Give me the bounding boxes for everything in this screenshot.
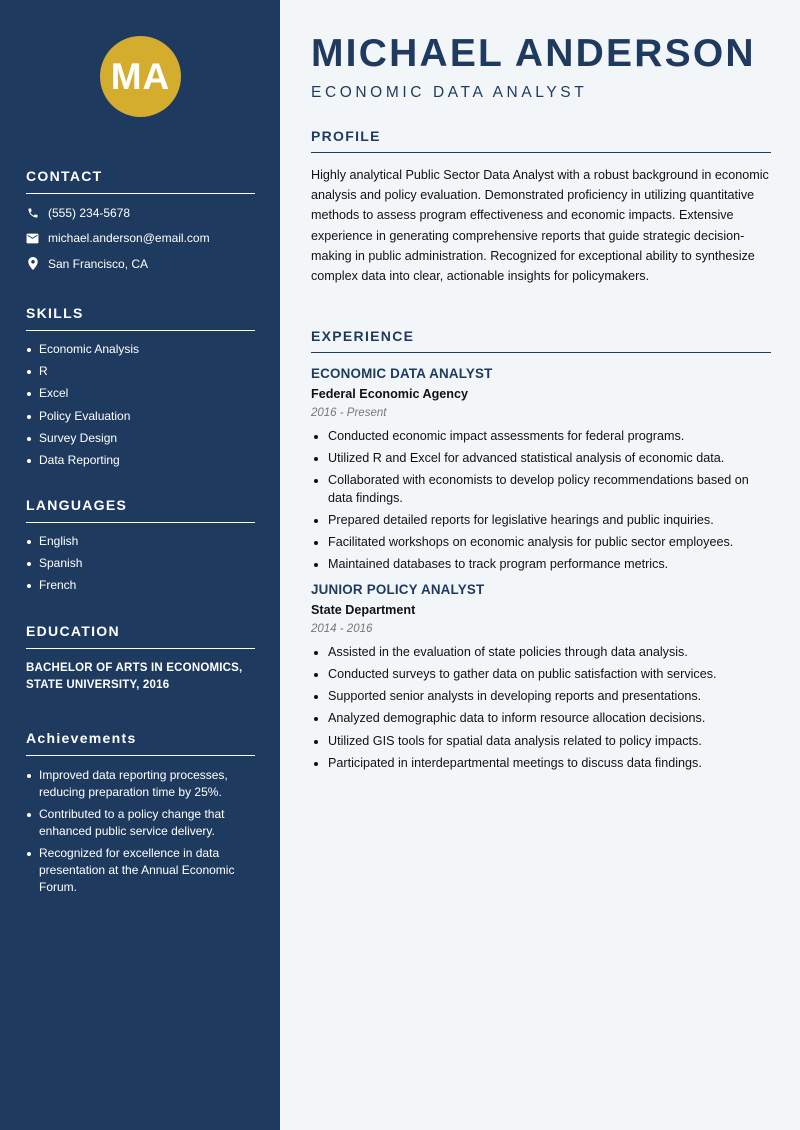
- profile-text: Highly analytical Public Sector Data Analyst with a robust background in economic analysis and policy evaluation. Demonstrated proficiency in utilizing quantitative methods to assess program effectiveness and economic impacts. Extensive experience in generating comprehensive reports that guide strategic decision-making in public administration. Recognized for exceptional ability to synthesize complex data into clear, actionable insights for policymakers.: [311, 168, 769, 284]
- skill-item: Excel: [26, 386, 255, 401]
- skill-item: R: [26, 364, 255, 379]
- mail-icon: [26, 232, 39, 245]
- phone-icon: [26, 206, 39, 219]
- avatar: [100, 36, 181, 117]
- job-bullets: [311, 644, 771, 772]
- job-bullet: Conducted economic impact assessments for federal programs.: [311, 428, 771, 445]
- job-bullet: Supported senior analysts in developing reports and presentations.: [311, 688, 771, 705]
- job-dates: 2016 - Present: [311, 407, 387, 419]
- job-entry: [311, 582, 771, 772]
- profile-heading: PROFILE: [311, 128, 771, 153]
- candidate-name: MICHAEL ANDERSON: [311, 32, 756, 75]
- language-item: English: [26, 534, 255, 549]
- contact-heading: CONTACT: [26, 168, 255, 194]
- job-bullet: Facilitated workshops on economic analysis for public sector employees.: [311, 534, 771, 551]
- skill-item: Policy Evaluation: [26, 409, 255, 424]
- skills-section: [26, 305, 255, 475]
- skills-heading: SKILLS: [26, 305, 255, 331]
- job-title: JUNIOR POLICY ANALYST: [311, 581, 485, 597]
- job-bullet: Collaborated with economists to develop policy recommendations based on data findings.: [311, 472, 771, 507]
- experience-heading: EXPERIENCE: [311, 328, 771, 353]
- job-bullet: Prepared detailed reports for legislative hearings and public inquiries.: [311, 512, 771, 529]
- company-name: State Department: [311, 602, 416, 617]
- skills-list: [26, 342, 255, 468]
- skill-item: Economic Analysis: [26, 342, 255, 357]
- experience-section: [311, 328, 771, 777]
- contact-phone[interactable]: [26, 200, 255, 226]
- job-bullet: Maintained databases to track program performance metrics.: [311, 556, 771, 573]
- contact-location: [26, 251, 255, 277]
- contact-email[interactable]: [26, 226, 255, 252]
- contact-section: [26, 168, 255, 277]
- phone-text: (555) 234-5678: [48, 205, 131, 220]
- job-bullet: Analyzed demographic data to inform resource allocation decisions.: [311, 710, 771, 727]
- location-text: San Francisco, CA: [48, 256, 149, 271]
- education-section: [26, 623, 255, 694]
- job-bullet: Participated in interdepartmental meetings to discuss data findings.: [311, 755, 771, 772]
- job-bullets: [311, 428, 771, 574]
- company-name: Federal Economic Agency: [311, 387, 469, 401]
- job-headline: ECONOMIC DATA ANALYST: [311, 84, 588, 101]
- achievements-list: [26, 767, 255, 896]
- language-item: French: [26, 578, 255, 593]
- job-bullet: Utilized GIS tools for spatial data analysis related to policy impacts.: [311, 733, 771, 750]
- education-degree: [26, 660, 255, 694]
- sidebar: [0, 0, 280, 1130]
- job-bullet: Utilized R and Excel for advanced statistical analysis of economic data.: [311, 450, 771, 467]
- education-line-1: BACHELOR OF ARTS IN ECONOMICS,: [26, 662, 243, 674]
- language-item: Spanish: [26, 556, 255, 571]
- job-title: ECONOMIC DATA ANALYST: [311, 366, 493, 381]
- job-dates: 2014 - 2016: [311, 622, 373, 635]
- achievement-item: Contributed to a policy change that enhanced public service delivery.: [26, 806, 255, 840]
- job-entry: [311, 366, 771, 574]
- avatar-initials: MA: [110, 55, 171, 97]
- achievements-heading: Achievements: [26, 730, 255, 756]
- languages-list: [26, 534, 255, 593]
- job-bullet: Assisted in the evaluation of state policies through data analysis.: [311, 644, 771, 661]
- location-pin-icon: [26, 257, 39, 270]
- skill-item: Data Reporting: [26, 453, 255, 468]
- achievement-item: Improved data reporting processes, reducing preparation time by 25%.: [26, 767, 255, 801]
- languages-section: [26, 497, 255, 601]
- profile-section: [311, 128, 771, 286]
- skill-item: Survey Design: [26, 431, 255, 446]
- achievements-section: [26, 730, 255, 901]
- education-line-2: STATE UNIVERSITY, 2016: [26, 679, 170, 691]
- email-text: michael.anderson@email.com: [48, 231, 210, 246]
- languages-heading: LANGUAGES: [26, 497, 255, 523]
- job-bullet: Conducted surveys to gather data on public satisfaction with services.: [311, 666, 771, 683]
- achievement-item: Recognized for excellence in data presentation at the Annual Economic Forum.: [26, 845, 255, 896]
- education-heading: EDUCATION: [26, 623, 255, 649]
